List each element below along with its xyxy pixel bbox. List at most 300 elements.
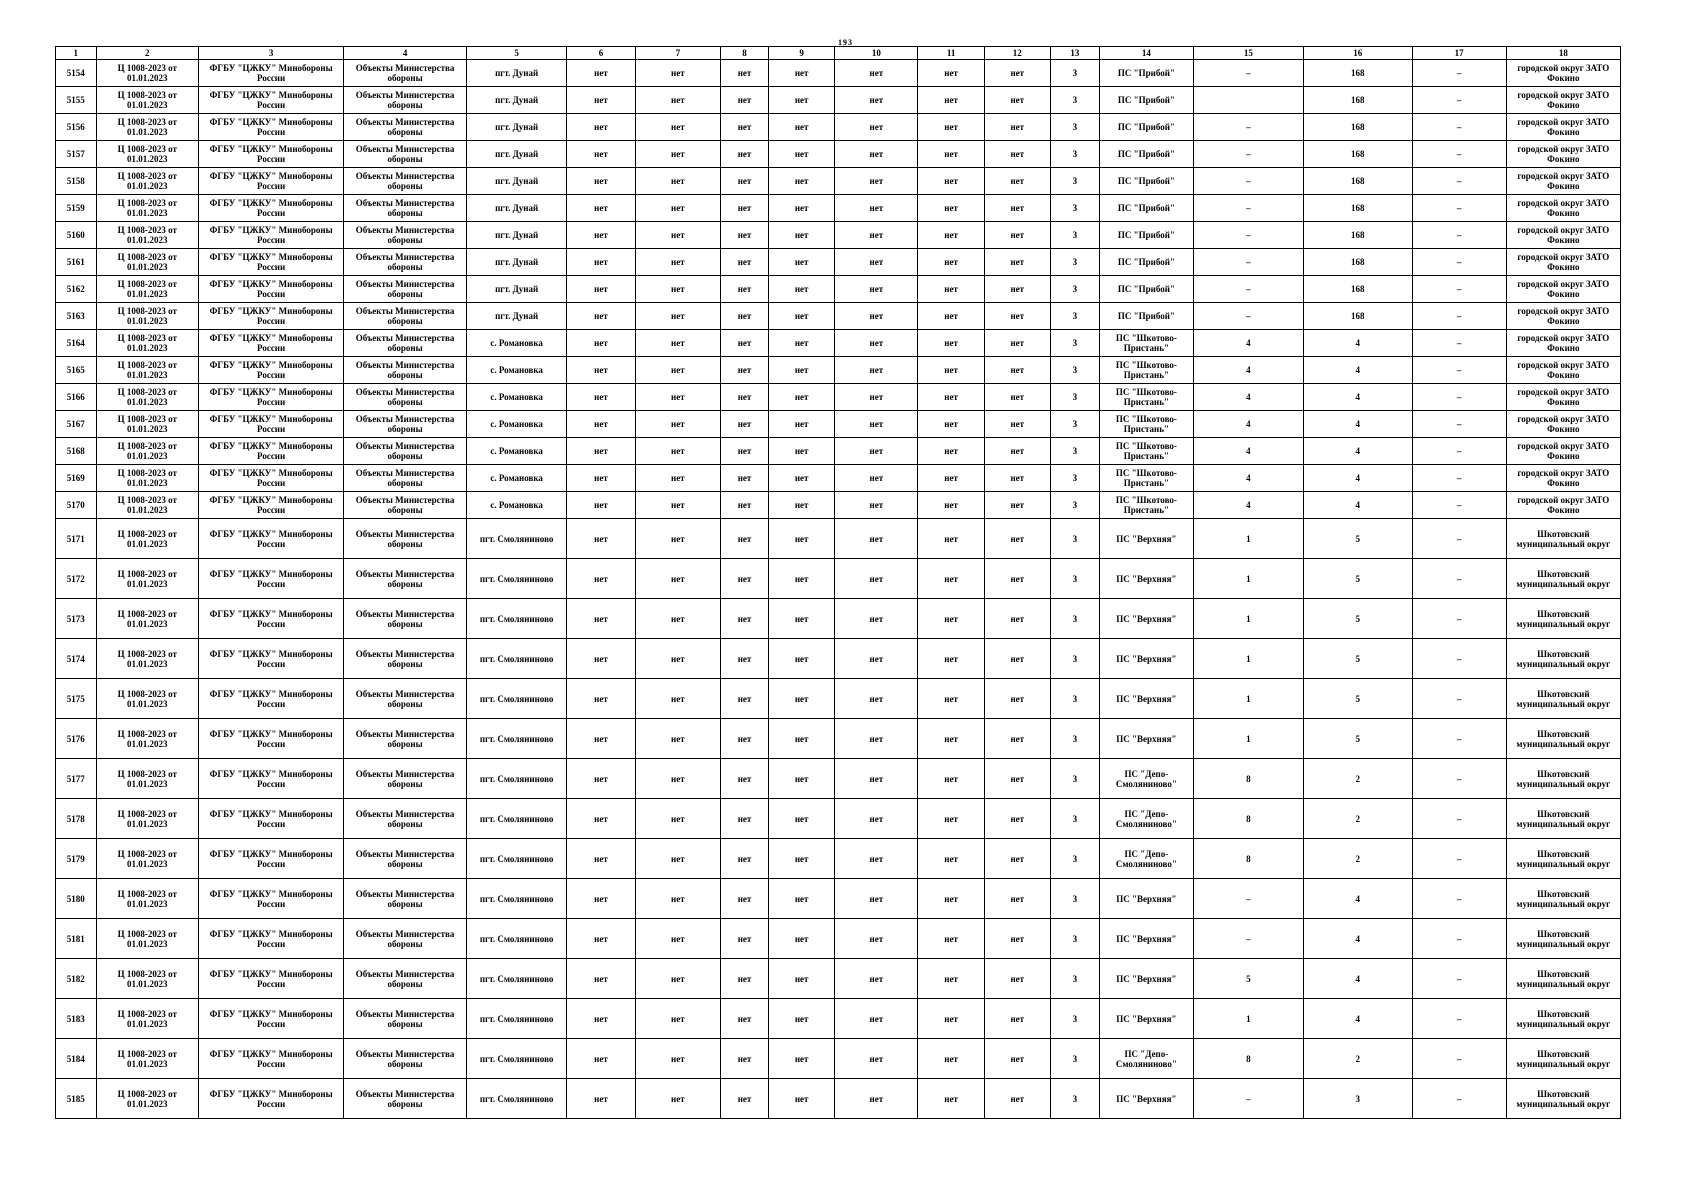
table-cell: нет <box>635 465 720 492</box>
table-cell: 3 <box>1050 519 1099 559</box>
table-cell: Объекты Министерства обороны <box>344 357 467 384</box>
table-cell: нет <box>567 959 635 999</box>
table-cell: нет <box>769 168 835 195</box>
table-cell: нет <box>721 411 769 438</box>
table-cell: 168 <box>1303 114 1412 141</box>
table-cell: нет <box>769 639 835 679</box>
table-cell: ПС "Шкотово-Пристань" <box>1099 492 1193 519</box>
table-cell: 3 <box>1050 559 1099 599</box>
table-cell: нет <box>769 303 835 330</box>
table-row <box>56 465 1621 492</box>
table-cell: Объекты Министерства обороны <box>344 87 467 114</box>
table-cell: нет <box>918 384 984 411</box>
table-cell: Ц 1008-2023 от 01.01.2023 <box>96 195 198 222</box>
table-row <box>56 303 1621 330</box>
column-header: 18 <box>1506 47 1620 60</box>
table-cell: нет <box>835 465 918 492</box>
table-cell: нет <box>721 879 769 919</box>
table-cell: нет <box>835 384 918 411</box>
table-cell: нет <box>567 799 635 839</box>
table-header <box>56 47 1621 60</box>
table-cell: городской округ ЗАТО Фокино <box>1506 87 1620 114</box>
table-cell: нет <box>984 330 1050 357</box>
table-cell: ФГБУ "ЦЖКУ" Минобороны России <box>199 1039 344 1079</box>
table-cell: ПС "Депо-Смоляниново" <box>1099 839 1193 879</box>
table-row <box>56 999 1621 1039</box>
table-cell: городской округ ЗАТО Фокино <box>1506 330 1620 357</box>
table-cell: нет <box>984 599 1050 639</box>
table-cell: нет <box>567 599 635 639</box>
table-cell: – <box>1412 222 1506 249</box>
table-cell: – <box>1412 999 1506 1039</box>
table-cell: нет <box>769 759 835 799</box>
table-cell: городской округ ЗАТО Фокино <box>1506 249 1620 276</box>
table-cell: 3 <box>1050 87 1099 114</box>
table-cell: Шкотовский муниципальный округ <box>1506 759 1620 799</box>
table-cell: – <box>1412 519 1506 559</box>
table-cell: нет <box>984 799 1050 839</box>
table-cell: ПС "Верхняя" <box>1099 879 1193 919</box>
table-cell: городской округ ЗАТО Фокино <box>1506 222 1620 249</box>
table-cell: 3 <box>1050 465 1099 492</box>
table-cell: – <box>1412 195 1506 222</box>
table-cell: Объекты Министерства обороны <box>344 276 467 303</box>
table-cell: ФГБУ "ЦЖКУ" Минобороны России <box>199 60 344 87</box>
table-cell: Объекты Министерства обороны <box>344 195 467 222</box>
table-cell: нет <box>635 438 720 465</box>
table-cell: городской округ ЗАТО Фокино <box>1506 357 1620 384</box>
table-cell: 4 <box>1193 384 1303 411</box>
table-cell: Ц 1008-2023 от 01.01.2023 <box>96 276 198 303</box>
table-cell: Объекты Министерства обороны <box>344 559 467 599</box>
table-cell: Объекты Министерства обороны <box>344 639 467 679</box>
table-cell: нет <box>835 879 918 919</box>
table-cell: 3 <box>1050 492 1099 519</box>
table-cell: нет <box>918 1079 984 1119</box>
table-cell: нет <box>984 222 1050 249</box>
table-cell: нет <box>835 87 918 114</box>
table-cell: ПС "Шкотово-Пристань" <box>1099 411 1193 438</box>
table-cell: нет <box>918 719 984 759</box>
column-header: 4 <box>344 47 467 60</box>
table-cell: 3 <box>1050 222 1099 249</box>
table-cell: пгт. Дунай <box>466 114 566 141</box>
table-cell: нет <box>835 599 918 639</box>
table-cell <box>1193 87 1303 114</box>
table-cell: нет <box>835 799 918 839</box>
table-cell: нет <box>635 1079 720 1119</box>
table-cell: Объекты Министерства обороны <box>344 114 467 141</box>
table-cell: Объекты Министерства обороны <box>344 168 467 195</box>
table-cell: ПС "Прибой" <box>1099 168 1193 195</box>
table-cell: 2 <box>1303 759 1412 799</box>
table-cell: 4 <box>1303 465 1412 492</box>
column-header: 13 <box>1050 47 1099 60</box>
table-cell: нет <box>635 87 720 114</box>
table-cell: пгт. Смоляниново <box>466 799 566 839</box>
table-cell: 5185 <box>56 1079 97 1119</box>
table-cell: ФГБУ "ЦЖКУ" Минобороны России <box>199 411 344 438</box>
table-cell: нет <box>918 60 984 87</box>
table-cell: нет <box>567 222 635 249</box>
table-cell: 4 <box>1193 438 1303 465</box>
table-cell: Объекты Министерства обороны <box>344 1079 467 1119</box>
table-cell: 5168 <box>56 438 97 465</box>
table-cell: нет <box>984 195 1050 222</box>
table-cell: нет <box>835 411 918 438</box>
table-cell: Объекты Министерства обороны <box>344 222 467 249</box>
table-cell: пгт. Дунай <box>466 141 566 168</box>
table-cell: Ц 1008-2023 от 01.01.2023 <box>96 559 198 599</box>
table-cell: нет <box>769 249 835 276</box>
table-cell: нет <box>918 114 984 141</box>
table-cell: Ц 1008-2023 от 01.01.2023 <box>96 357 198 384</box>
table-cell: нет <box>567 759 635 799</box>
table-cell: ПС "Депо-Смоляниново" <box>1099 799 1193 839</box>
table-row <box>56 330 1621 357</box>
table-cell: – <box>1193 114 1303 141</box>
table-cell: пгт. Смоляниново <box>466 919 566 959</box>
table-cell: 5181 <box>56 919 97 959</box>
table-cell: ФГБУ "ЦЖКУ" Минобороны России <box>199 465 344 492</box>
table-cell: городской округ ЗАТО Фокино <box>1506 114 1620 141</box>
table-cell: нет <box>721 719 769 759</box>
table-cell: нет <box>984 492 1050 519</box>
table-cell: нет <box>984 999 1050 1039</box>
table-cell: 1 <box>1193 599 1303 639</box>
table-cell: нет <box>721 87 769 114</box>
table-cell: Ц 1008-2023 от 01.01.2023 <box>96 168 198 195</box>
table-cell: Шкотовский муниципальный округ <box>1506 1039 1620 1079</box>
table-cell: 168 <box>1303 60 1412 87</box>
table-cell: Объекты Министерства обороны <box>344 679 467 719</box>
table-cell: нет <box>835 168 918 195</box>
table-cell: 3 <box>1050 999 1099 1039</box>
table-cell: нет <box>721 999 769 1039</box>
table-cell: 3 <box>1050 168 1099 195</box>
table-cell: нет <box>984 719 1050 759</box>
table-cell: нет <box>835 559 918 599</box>
table-cell: ПС "Верхняя" <box>1099 959 1193 999</box>
table-cell: ФГБУ "ЦЖКУ" Минобороны России <box>199 114 344 141</box>
column-header: 15 <box>1193 47 1303 60</box>
table-cell: нет <box>984 759 1050 799</box>
table-cell: 5155 <box>56 87 97 114</box>
table-cell: нет <box>918 195 984 222</box>
table-cell: нет <box>984 839 1050 879</box>
table-cell: нет <box>835 959 918 999</box>
table-row <box>56 438 1621 465</box>
table-cell: 168 <box>1303 222 1412 249</box>
table-cell: 3 <box>1050 719 1099 759</box>
table-cell: 2 <box>1303 799 1412 839</box>
table-cell: нет <box>769 357 835 384</box>
table-cell: – <box>1412 959 1506 999</box>
table-cell: 5169 <box>56 465 97 492</box>
table-cell: пгт. Смоляниново <box>466 639 566 679</box>
table-cell: нет <box>635 519 720 559</box>
table-cell: нет <box>567 195 635 222</box>
table-cell: нет <box>635 411 720 438</box>
table-cell: с. Романовка <box>466 465 566 492</box>
table-cell: ФГБУ "ЦЖКУ" Минобороны России <box>199 959 344 999</box>
table-cell: ФГБУ "ЦЖКУ" Минобороны России <box>199 303 344 330</box>
header-row <box>56 47 1621 60</box>
table-cell: – <box>1193 60 1303 87</box>
table-cell: Ц 1008-2023 от 01.01.2023 <box>96 999 198 1039</box>
table-cell: 8 <box>1193 1039 1303 1079</box>
table-cell: нет <box>567 519 635 559</box>
table-cell: нет <box>835 1039 918 1079</box>
table-cell: – <box>1412 492 1506 519</box>
table-cell: нет <box>721 799 769 839</box>
table-cell: пгт. Дунай <box>466 87 566 114</box>
table-cell: нет <box>769 999 835 1039</box>
table-cell: нет <box>567 1079 635 1119</box>
column-header: 7 <box>635 47 720 60</box>
table-cell: 5177 <box>56 759 97 799</box>
table-cell: пгт. Дунай <box>466 276 566 303</box>
table-cell: нет <box>835 759 918 799</box>
table-cell: нет <box>918 168 984 195</box>
table-cell: Объекты Министерства обороны <box>344 438 467 465</box>
table-cell: нет <box>635 330 720 357</box>
table-cell: с. Романовка <box>466 411 566 438</box>
table-row <box>56 384 1621 411</box>
table-cell: – <box>1412 168 1506 195</box>
table-cell: Ц 1008-2023 от 01.01.2023 <box>96 492 198 519</box>
table-cell: Ц 1008-2023 от 01.01.2023 <box>96 1079 198 1119</box>
table-cell: Ц 1008-2023 от 01.01.2023 <box>96 919 198 959</box>
table-cell: – <box>1193 249 1303 276</box>
table-cell: ПС "Депо-Смоляниново" <box>1099 759 1193 799</box>
table-cell: нет <box>835 999 918 1039</box>
table-cell: 3 <box>1050 959 1099 999</box>
table-cell: нет <box>835 222 918 249</box>
table-row <box>56 599 1621 639</box>
table-cell: ФГБУ "ЦЖКУ" Минобороны России <box>199 438 344 465</box>
table-cell: Ц 1008-2023 от 01.01.2023 <box>96 639 198 679</box>
table-cell: нет <box>984 249 1050 276</box>
table-cell: нет <box>567 559 635 599</box>
table-row <box>56 759 1621 799</box>
table-cell: Объекты Министерства обороны <box>344 839 467 879</box>
table-cell: – <box>1412 438 1506 465</box>
table-cell: 5179 <box>56 839 97 879</box>
table-cell: нет <box>567 87 635 114</box>
table-cell: городской округ ЗАТО Фокино <box>1506 141 1620 168</box>
table-cell: пгт. Смоляниново <box>466 1039 566 1079</box>
table-cell: Шкотовский муниципальный округ <box>1506 519 1620 559</box>
table-cell: – <box>1193 1079 1303 1119</box>
table-cell: нет <box>567 168 635 195</box>
table-row <box>56 519 1621 559</box>
table-cell: нет <box>721 114 769 141</box>
table-cell: – <box>1412 679 1506 719</box>
table-cell: Объекты Министерства обороны <box>344 303 467 330</box>
table-cell: 168 <box>1303 303 1412 330</box>
table-cell: нет <box>635 384 720 411</box>
table-cell: нет <box>721 1079 769 1119</box>
table-cell: нет <box>567 1039 635 1079</box>
table-cell: нет <box>635 141 720 168</box>
table-cell: городской округ ЗАТО Фокино <box>1506 195 1620 222</box>
table-cell: нет <box>567 639 635 679</box>
table-cell: – <box>1412 411 1506 438</box>
table-cell: нет <box>918 465 984 492</box>
table-row <box>56 1079 1621 1119</box>
table-cell: нет <box>769 492 835 519</box>
table-cell: пгт. Дунай <box>466 195 566 222</box>
table-cell: 3 <box>1050 599 1099 639</box>
table-cell: нет <box>984 384 1050 411</box>
column-header: 16 <box>1303 47 1412 60</box>
table-cell: нет <box>567 679 635 719</box>
table-row <box>56 411 1621 438</box>
table-cell: Объекты Министерства обороны <box>344 465 467 492</box>
table-row <box>56 141 1621 168</box>
table-cell: Шкотовский муниципальный округ <box>1506 879 1620 919</box>
table-cell: 5 <box>1303 719 1412 759</box>
table-cell: 1 <box>1193 719 1303 759</box>
table-cell: 1 <box>1193 559 1303 599</box>
table-cell: нет <box>918 1039 984 1079</box>
table-cell: нет <box>835 276 918 303</box>
table-cell: нет <box>635 276 720 303</box>
table-cell: нет <box>635 719 720 759</box>
table-cell: ПС "Прибой" <box>1099 141 1193 168</box>
table-cell: 4 <box>1193 492 1303 519</box>
table-cell: нет <box>769 599 835 639</box>
table-cell: нет <box>918 599 984 639</box>
table-cell: нет <box>769 559 835 599</box>
table-row <box>56 959 1621 999</box>
table-cell: Шкотовский муниципальный округ <box>1506 959 1620 999</box>
table-cell: нет <box>721 839 769 879</box>
table-cell: 3 <box>1050 276 1099 303</box>
table-cell: – <box>1412 141 1506 168</box>
table-cell: нет <box>567 879 635 919</box>
table-cell: пгт. Дунай <box>466 222 566 249</box>
column-header: 6 <box>567 47 635 60</box>
table-cell: ФГБУ "ЦЖКУ" Минобороны России <box>199 249 344 276</box>
column-header: 2 <box>96 47 198 60</box>
table-cell: городской округ ЗАТО Фокино <box>1506 168 1620 195</box>
table-cell: нет <box>769 959 835 999</box>
table-cell: нет <box>918 276 984 303</box>
table-cell: ФГБУ "ЦЖКУ" Минобороны России <box>199 799 344 839</box>
table-cell: нет <box>984 276 1050 303</box>
table-cell: нет <box>984 919 1050 959</box>
table-cell: 3 <box>1050 249 1099 276</box>
table-cell: Ц 1008-2023 от 01.01.2023 <box>96 719 198 759</box>
table-cell: нет <box>721 60 769 87</box>
table-cell: нет <box>984 60 1050 87</box>
table-cell: нет <box>769 465 835 492</box>
table-cell: нет <box>769 195 835 222</box>
table-cell: нет <box>567 411 635 438</box>
table-cell: Объекты Министерства обороны <box>344 141 467 168</box>
table-cell: – <box>1412 919 1506 959</box>
table-cell: нет <box>721 357 769 384</box>
table-cell: нет <box>769 719 835 759</box>
table-cell: нет <box>918 87 984 114</box>
table-cell: пгт. Смоляниново <box>466 679 566 719</box>
table-body <box>56 60 1621 1119</box>
table-cell: Ц 1008-2023 от 01.01.2023 <box>96 599 198 639</box>
table-cell: нет <box>635 222 720 249</box>
table-cell: нет <box>567 465 635 492</box>
table-cell: 5158 <box>56 168 97 195</box>
table-cell: нет <box>721 330 769 357</box>
table-cell: 4 <box>1303 438 1412 465</box>
table-cell: 4 <box>1303 879 1412 919</box>
table-row <box>56 114 1621 141</box>
table-cell: 8 <box>1193 759 1303 799</box>
table-cell: нет <box>567 303 635 330</box>
table-cell: с. Романовка <box>466 384 566 411</box>
table-cell: 5176 <box>56 719 97 759</box>
table-cell: нет <box>984 303 1050 330</box>
table-cell: нет <box>835 519 918 559</box>
table-cell: 168 <box>1303 249 1412 276</box>
table-cell: нет <box>835 60 918 87</box>
table-cell: нет <box>835 919 918 959</box>
table-cell: 3 <box>1050 879 1099 919</box>
table-cell: нет <box>721 559 769 599</box>
table-cell: нет <box>984 168 1050 195</box>
table-cell: пгт. Смоляниново <box>466 839 566 879</box>
table-cell: нет <box>635 879 720 919</box>
table-cell: ФГБУ "ЦЖКУ" Минобороны России <box>199 759 344 799</box>
table-cell: – <box>1412 599 1506 639</box>
table-cell: нет <box>769 411 835 438</box>
table-row <box>56 639 1621 679</box>
table-cell: нет <box>721 249 769 276</box>
table-cell: нет <box>984 141 1050 168</box>
table-cell: 8 <box>1193 799 1303 839</box>
table-cell: Ц 1008-2023 от 01.01.2023 <box>96 839 198 879</box>
table-cell: Шкотовский муниципальный округ <box>1506 799 1620 839</box>
table-cell: нет <box>769 1039 835 1079</box>
table-cell: – <box>1412 87 1506 114</box>
table-cell: нет <box>769 679 835 719</box>
table-cell: нет <box>835 303 918 330</box>
table-cell: Шкотовский муниципальный округ <box>1506 679 1620 719</box>
table-cell: нет <box>567 141 635 168</box>
table-cell: 3 <box>1303 1079 1412 1119</box>
table-cell: нет <box>635 114 720 141</box>
table-cell: Ц 1008-2023 от 01.01.2023 <box>96 519 198 559</box>
table-cell: нет <box>918 519 984 559</box>
column-header: 14 <box>1099 47 1193 60</box>
table-cell: Объекты Министерства обороны <box>344 249 467 276</box>
table-cell: ФГБУ "ЦЖКУ" Минобороны России <box>199 492 344 519</box>
table-cell: нет <box>635 303 720 330</box>
table-cell: 1 <box>1193 999 1303 1039</box>
table-cell: ФГБУ "ЦЖКУ" Минобороны России <box>199 559 344 599</box>
table-cell: нет <box>567 438 635 465</box>
table-cell: – <box>1193 222 1303 249</box>
table-row <box>56 879 1621 919</box>
table-cell: Ц 1008-2023 от 01.01.2023 <box>96 384 198 411</box>
column-header: 3 <box>199 47 344 60</box>
table-cell: Объекты Министерства обороны <box>344 330 467 357</box>
table-cell: Ц 1008-2023 от 01.01.2023 <box>96 759 198 799</box>
table-cell: – <box>1412 719 1506 759</box>
table-cell: 4 <box>1303 492 1412 519</box>
table-cell: ПС "Прибой" <box>1099 249 1193 276</box>
